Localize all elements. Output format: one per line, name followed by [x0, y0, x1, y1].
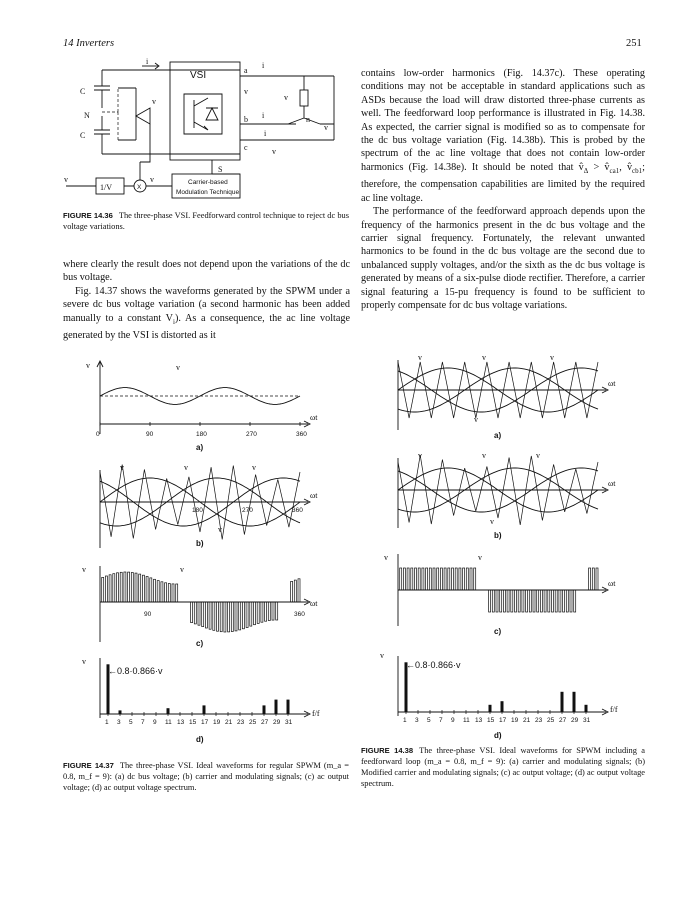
pulse: [131, 573, 133, 603]
pulse: [474, 568, 476, 590]
pulse: [294, 580, 296, 602]
pulse: [592, 568, 594, 590]
pulse: [272, 602, 274, 620]
pulse: [548, 590, 550, 612]
fig38-panel-d-label: d): [494, 731, 502, 740]
pulse: [239, 602, 241, 630]
pulse: [242, 602, 244, 629]
node-b-label: b: [244, 115, 248, 124]
fig38d-ylabel: v: [380, 651, 384, 660]
fig-14-36-caption: FIGURE 14.36 The three-phase VSI. Feedforward control technique to reject dc bus voltage variations.: [63, 211, 349, 231]
vsi-label: VSI: [190, 70, 207, 81]
pulse: [139, 574, 141, 602]
fig38b-xlabel: ωt: [608, 479, 616, 488]
fig38d-tick-label: 19: [511, 717, 519, 724]
fig37d-tick-label: 5: [129, 719, 133, 726]
fig37c-ylabel: v: [82, 565, 86, 574]
vab-label: v: [244, 87, 248, 96]
vbn-label: v: [272, 147, 276, 156]
fig-14-36-schematic: [62, 58, 352, 206]
fig38d-amp-label: ←0.8·0.866·v: [406, 660, 461, 670]
pulse: [254, 602, 256, 625]
fig37-panel-c: [82, 565, 318, 648]
fig37d-tick-label: 23: [237, 719, 245, 726]
fig38-panel-a-label: a): [494, 431, 502, 440]
pulse: [268, 602, 270, 621]
pulse: [492, 590, 494, 612]
pulse: [522, 590, 524, 612]
pulse: [544, 590, 546, 612]
fig38d-tick-label: 5: [427, 717, 431, 724]
pulse: [540, 590, 542, 612]
fig37c-xlabel: ωt: [310, 599, 318, 608]
pulse: [433, 568, 435, 590]
pulse: [113, 574, 115, 602]
pulse: [559, 590, 561, 612]
left-paragraph-1: where clearly the result does not depend upon the variations of the dc bus voltage.: [63, 259, 350, 284]
fig37d-tick-label: 31: [285, 719, 293, 726]
fig37d-bar: [287, 700, 290, 714]
pulse: [135, 573, 137, 602]
pulse: [150, 578, 152, 602]
fig38-panel-c-label: c): [494, 627, 502, 636]
fig37b-vcc: v: [252, 463, 256, 472]
node-a-label: a: [244, 66, 248, 75]
fig-14-37-waveforms: [80, 358, 340, 758]
fig37a-xlabel: ωt: [310, 413, 318, 422]
vi-sense-label: v: [152, 97, 156, 106]
fig37b-tick-label: 360: [292, 507, 303, 514]
van-label: v: [284, 93, 288, 102]
pulse: [459, 568, 461, 590]
fig38a-xlabel: ωt: [608, 379, 616, 388]
fig38d-tick-label: 3: [415, 717, 419, 724]
cap-bot-label: C: [80, 131, 86, 140]
fig38a-vcc: v: [550, 353, 554, 362]
pulse: [448, 568, 450, 590]
fig37c-tick-label: 360: [294, 611, 305, 618]
fig38d-xlabel: f/f: [610, 705, 618, 714]
fig37d-tick-label: 13: [177, 719, 185, 726]
fig37d-ylabel: v: [82, 657, 86, 666]
pulse: [418, 568, 420, 590]
fig38d-tick-label: 23: [535, 717, 543, 724]
pulse: [202, 602, 204, 627]
ioa-label: i: [262, 61, 265, 70]
fig38d-tick-label: 25: [547, 717, 555, 724]
pulse: [552, 590, 554, 612]
page-number: 251: [626, 38, 642, 49]
pulse: [217, 602, 219, 631]
pulse: [455, 568, 457, 590]
pulse: [198, 602, 200, 625]
pulse: [589, 568, 591, 590]
fig37d-xlabel: f/f: [312, 709, 320, 718]
pulse: [209, 602, 211, 629]
pulse: [470, 568, 472, 590]
pulse: [507, 590, 509, 612]
ioc-label: i: [264, 129, 267, 138]
pulse: [109, 575, 111, 602]
pulse: [570, 590, 572, 612]
fig38d-tick-label: 15: [487, 717, 495, 724]
fig37b-tick-label: 270: [242, 507, 253, 514]
pulse: [124, 572, 126, 602]
pulse: [224, 602, 226, 632]
fig37d-bar: [275, 700, 278, 714]
mod-line2: Modulation Technique: [176, 189, 240, 196]
fig37d-tick-label: 21: [225, 719, 233, 726]
fig37a-tick-label: 0: [96, 431, 100, 438]
pulse: [265, 602, 267, 621]
iob-label: i: [262, 111, 265, 120]
pulse: [257, 602, 259, 623]
fig37a-tick-label: 180: [196, 431, 207, 438]
left-column-text: [63, 258, 350, 342]
pulse: [102, 577, 104, 602]
fig38d-tick-label: 29: [571, 717, 579, 724]
fig37d-tick-label: 17: [201, 719, 209, 726]
pulse: [526, 590, 528, 612]
pulse: [231, 602, 233, 632]
fig37a-vi-annot: v: [176, 363, 180, 372]
pulse: [205, 602, 207, 628]
fig37-panel-b-label: b): [196, 539, 204, 548]
pulse: [415, 568, 417, 590]
pulse: [191, 602, 193, 623]
fig38b-vcc: v: [536, 451, 540, 460]
fig37-panel-d-label: d): [196, 735, 204, 744]
cap-top-label: C: [80, 87, 86, 96]
fig-14-38-waveforms: [378, 350, 638, 740]
fig38-panel-b: [398, 451, 616, 540]
pulse: [422, 568, 424, 590]
fig37b-tick-label: 180: [192, 507, 203, 514]
pulse: [142, 575, 144, 602]
fig37c-vab1: v: [180, 565, 184, 574]
pulse: [291, 581, 293, 602]
fig37-panel-a-label: a): [196, 443, 204, 452]
fig37a-tick-label: 360: [296, 431, 307, 438]
fig37c-tick-label: 90: [144, 611, 152, 618]
pulse: [176, 584, 178, 602]
fig37a-ylabel: v: [86, 361, 90, 370]
fig37d-tick-label: 3: [117, 719, 121, 726]
fig37a-tick-label: 90: [146, 431, 154, 438]
pulse: [515, 590, 517, 612]
node-n-label: N: [84, 111, 90, 120]
node-n-load-label: n: [306, 115, 310, 124]
vcn-label: v: [324, 123, 328, 132]
right-paragraph-1: contains low-order harmonics (Fig. 14.37c). These operating conditions may not be acceptable in standard applications such as ASDs because the load will draw distorted three-phase currents as well. The feedforward loop performance is illustrated in Fig. 14.38. As expected, the carrier signal is modified so as to compensate for the dc bus voltage variation (Fig. 14.38b). This is probed by the spectrum of the ac line voltage that does not contain low-order harmonics (Fig. 14.38e). It should be noted that $v̂_\Delta$ > $v̂_{ca1}$, $v̂_{cb1}$; therefore, the compensation capabilities are limited by the required ac line voltage.: [361, 68, 645, 204]
pulse: [440, 568, 442, 590]
pulse: [496, 590, 498, 612]
pulse: [518, 590, 520, 612]
pulse: [298, 579, 300, 602]
pulse: [400, 568, 402, 590]
fig38d-tick-label: 9: [451, 717, 455, 724]
pulse: [426, 568, 428, 590]
pulse: [168, 584, 170, 603]
pulse: [128, 572, 130, 602]
pulse: [194, 602, 196, 624]
pulse: [555, 590, 557, 612]
pulse: [250, 602, 252, 626]
fig38c-ylabel: v: [384, 553, 388, 562]
fig38b-vca: v: [418, 451, 422, 460]
fig37-panel-a: [86, 361, 318, 452]
pulse: [220, 602, 222, 632]
pulse: [105, 576, 107, 602]
fig38d-tick-label: 1: [403, 717, 407, 724]
pulse: [403, 568, 405, 590]
fig-14-37-caption: FIGURE 14.37 The three-phase VSI. Ideal waveforms for regular SPWM (m_a = 0.8, m_f = 9): (a) dc bus voltage; (b) carrier and modulating signals; (c) ac output voltage; (d) ac output voltage spectrum.: [63, 761, 349, 792]
fig38d-tick-label: 27: [559, 717, 567, 724]
multiplier-label: X: [137, 184, 142, 191]
pulse: [537, 590, 539, 612]
pulse: [213, 602, 215, 630]
pulse: [596, 568, 598, 590]
inv-gain-label: 1/V: [100, 183, 112, 192]
fig37-panel-b: [100, 463, 318, 548]
fig37d-tick-label: 29: [273, 719, 281, 726]
fig38d-tick-label: 17: [499, 717, 507, 724]
fig38b-vcb: v: [482, 451, 486, 460]
pulse: [261, 602, 263, 622]
fig37d-tick-label: 19: [213, 719, 221, 726]
pulse: [228, 602, 230, 632]
fig38a-vcb: v: [482, 353, 486, 362]
pulse: [500, 590, 502, 612]
fig37d-tick-label: 25: [249, 719, 257, 726]
fig38d-tick-label: 7: [439, 717, 443, 724]
running-header: 14 Inverters: [63, 38, 115, 49]
pulse: [120, 572, 122, 602]
fig38d-tick-label: 21: [523, 717, 531, 724]
pulse: [563, 590, 565, 612]
pulse: [235, 602, 237, 631]
fig38-panel-b-label: b): [494, 531, 502, 540]
fig38-panel-a: [398, 353, 616, 440]
mod-line1: Carrier-based: [188, 179, 228, 186]
pulse: [466, 568, 468, 590]
left-paragraph-2: Fig. 14.37 shows the waveforms generated by the SPWM under a severe dc bus voltage variation (a second harmonic has been added manually to a constant $V_i$). As a consequence, the ac line voltage generated by the VSI is distorted as it: [63, 285, 350, 342]
vdelta-out-label: v: [150, 175, 154, 184]
pulse: [566, 590, 568, 612]
fig38c-xlabel: ωt: [608, 579, 616, 588]
right-column-text: [361, 67, 645, 312]
pulse: [411, 568, 413, 590]
fig38d-bar: [573, 692, 576, 712]
fig38a-vca: v: [418, 353, 422, 362]
fig37d-tick-label: 1: [105, 719, 109, 726]
fig37-panel-c-label: c): [196, 639, 204, 648]
pulse: [463, 568, 465, 590]
fig37b-vdelta: v: [218, 525, 222, 534]
fig37d-tick-label: 15: [189, 719, 197, 726]
fig37b-vcb: v: [184, 463, 188, 472]
vdelta-in-label: v: [64, 175, 68, 184]
pulse: [146, 577, 148, 603]
pulse: [444, 568, 446, 590]
fig37d-tick-label: 9: [153, 719, 157, 726]
pulse: [276, 602, 278, 620]
pulse: [574, 590, 576, 612]
pulse: [533, 590, 535, 612]
pulse: [503, 590, 505, 612]
fig38d-tick-label: 13: [475, 717, 483, 724]
pulse: [452, 568, 454, 590]
pulse: [154, 579, 156, 602]
fig38-panel-d: [380, 651, 618, 740]
pulse: [407, 568, 409, 590]
fig37-panel-d: [82, 657, 320, 744]
fig37b-vca: v: [120, 463, 124, 472]
s16-label: S: [218, 165, 223, 174]
fig38d-tick-label: 31: [583, 717, 591, 724]
right-paragraph-2: The performance of the feedforward approach depends upon the frequency of the harmonics present in the dc bus voltage and the carrier signal frequency. Fortunately, the relevant unwanted harmonics to be found in the dc bus voltage are the second due to unbalanced supply voltages, and/or the sixth as the dc bus voltage is generated by means of a six-pulse diode rectifier. Therefore, a carrier signal featuring a 15-pu frequency is found to be sufficient to properly compensate for dc bus voltage variations.: [361, 206, 645, 311]
pulse: [489, 590, 491, 612]
fig38-panel-c: [384, 553, 616, 636]
fig37d-tick-label: 7: [141, 719, 145, 726]
fig38d-tick-label: 11: [463, 717, 470, 724]
pulse: [511, 590, 513, 612]
fig37a-tick-label: 270: [246, 431, 257, 438]
pulse: [157, 581, 159, 602]
fig37d-tick-label: 27: [261, 719, 269, 726]
pulse: [246, 602, 248, 628]
pulse: [429, 568, 431, 590]
node-c-label: c: [244, 143, 248, 152]
fig38d-bar: [561, 692, 564, 712]
pulse: [172, 584, 174, 602]
pulse: [529, 590, 531, 612]
fig37b-xlabel: ωt: [310, 491, 318, 500]
fig-14-38-caption: FIGURE 14.38 The three-phase VSI. Ideal waveforms for SPWM including a feedforward loop (m_a = 0.8, m_f = 9): (a) carrier and modulating signals; (b) Modified carrier and modulating signals; (c) ac output voltage; (d) ac output voltage spectrum.: [361, 746, 645, 788]
pulse: [165, 583, 167, 602]
fig38c-vab1: v: [478, 553, 482, 562]
fig37d-amp-label: ←0.8·0.866·v: [108, 666, 163, 676]
ii-label: i: [146, 58, 149, 66]
pulse: [117, 573, 119, 602]
fig38a-vdeltam: v: [474, 415, 478, 424]
pulse: [161, 582, 163, 602]
fig37d-tick-label: 11: [165, 719, 172, 726]
pulse: [437, 568, 439, 590]
fig38b-vdelta: v: [490, 517, 494, 526]
